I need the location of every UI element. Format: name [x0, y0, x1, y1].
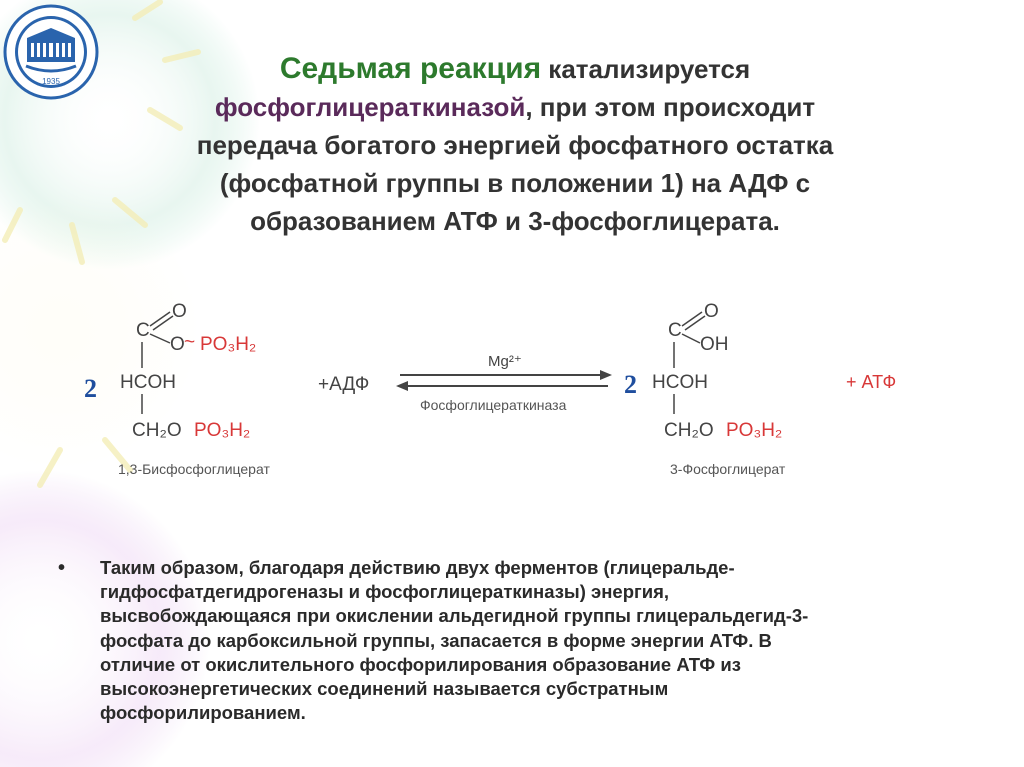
- right-phosphate-3: PO₃H₂: [726, 420, 783, 441]
- title-line-5: образованием АТФ и 3-фосфоглицерата.: [250, 206, 780, 236]
- right-double-bond-2: [685, 316, 705, 330]
- bullet-marker: •: [58, 557, 66, 579]
- title-line-2: [160, 88, 870, 126]
- university-logo: [2, 2, 100, 102]
- title-line-3: передача богатого энергией фосфатного остатка: [196, 130, 834, 160]
- left-carbonyl-carbon: C: [136, 320, 150, 341]
- coefficient-right: 2: [624, 370, 637, 399]
- left-ch2o: CH₂O: [132, 420, 182, 441]
- bullet-line: гидфосфатдегидрогеназы и фосфоглицераткиназы) энергия,: [100, 581, 670, 603]
- left-ester-oxygen: O: [170, 334, 185, 355]
- bullet-text: [100, 556, 1000, 725]
- left-double-bond-1: [150, 312, 170, 326]
- right-molecule-name: 3-Фосфоглицерат: [670, 461, 786, 477]
- title-part-2: , при этом происходит: [525, 92, 816, 122]
- logo-year: 1935: [42, 77, 60, 86]
- left-phosphate-3: PO₃H₂: [194, 420, 251, 441]
- reversible-arrow: [396, 370, 612, 391]
- molecule-bisphosphoglycerate: [118, 301, 270, 477]
- cofactor-label: Mg²⁺: [488, 353, 522, 370]
- bullet-line: фосфорилированием.: [100, 702, 306, 724]
- bullet-line: Таким образом, благодаря действию двух ферментов (глицеральде-: [100, 557, 735, 578]
- coefficient-left: 2: [84, 374, 97, 403]
- right-ch2o: CH₂O: [664, 420, 714, 441]
- right-double-bond-1: [682, 312, 702, 326]
- reverse-arrow-head: [396, 381, 408, 391]
- left-double-bond-2: [153, 316, 173, 330]
- title-line-4: (фосфатной группы в положении 1) на АДФ с: [219, 168, 811, 198]
- forward-arrow-head: [600, 370, 612, 380]
- enzyme-label: Фосфоглицераткиназа: [420, 397, 567, 413]
- bullet-line: высвобождающаяся при окислении альдегидной группы глицеральдегид-3-: [100, 605, 809, 627]
- left-middle-group: HCOH: [120, 372, 176, 393]
- left-ester-bond: [150, 334, 170, 343]
- title-part-1: катализируется: [541, 54, 751, 84]
- plus-adp: +АДФ: [318, 374, 370, 395]
- right-middle-group: HCOH: [652, 372, 708, 393]
- left-phosphate-1: PO₃H₂: [200, 334, 257, 355]
- title-highlight: Седьмая реакция: [279, 52, 542, 85]
- right-carbonyl-oxygen: O: [704, 301, 719, 322]
- plus-atp: + АТФ: [846, 372, 897, 392]
- molecule-phosphoglycerate: [652, 301, 786, 477]
- bullet-line: фосфата до карбоксильной группы, запасается в форме энергии АТФ. В: [100, 629, 772, 651]
- left-molecule-name: 1,3-Бисфосфоглицерат: [118, 461, 270, 477]
- left-carbonyl-oxygen: O: [172, 301, 187, 322]
- reaction-scheme: [80, 290, 960, 490]
- title-line-1: [160, 50, 870, 88]
- right-hydroxyl: OH: [700, 334, 729, 355]
- left-high-energy-tilde: ~: [184, 332, 196, 353]
- bullet-line: отличие от окислительного фосфорилирования образование АТФ из: [100, 653, 741, 675]
- right-carbonyl-carbon: C: [668, 320, 682, 341]
- bullet-line: высокоэнергетических соединений называется субстратным: [100, 678, 669, 700]
- slide-title: [160, 50, 870, 240]
- title-enzyme: фосфоглицераткиназой: [214, 92, 526, 122]
- right-hydroxyl-bond: [682, 334, 700, 343]
